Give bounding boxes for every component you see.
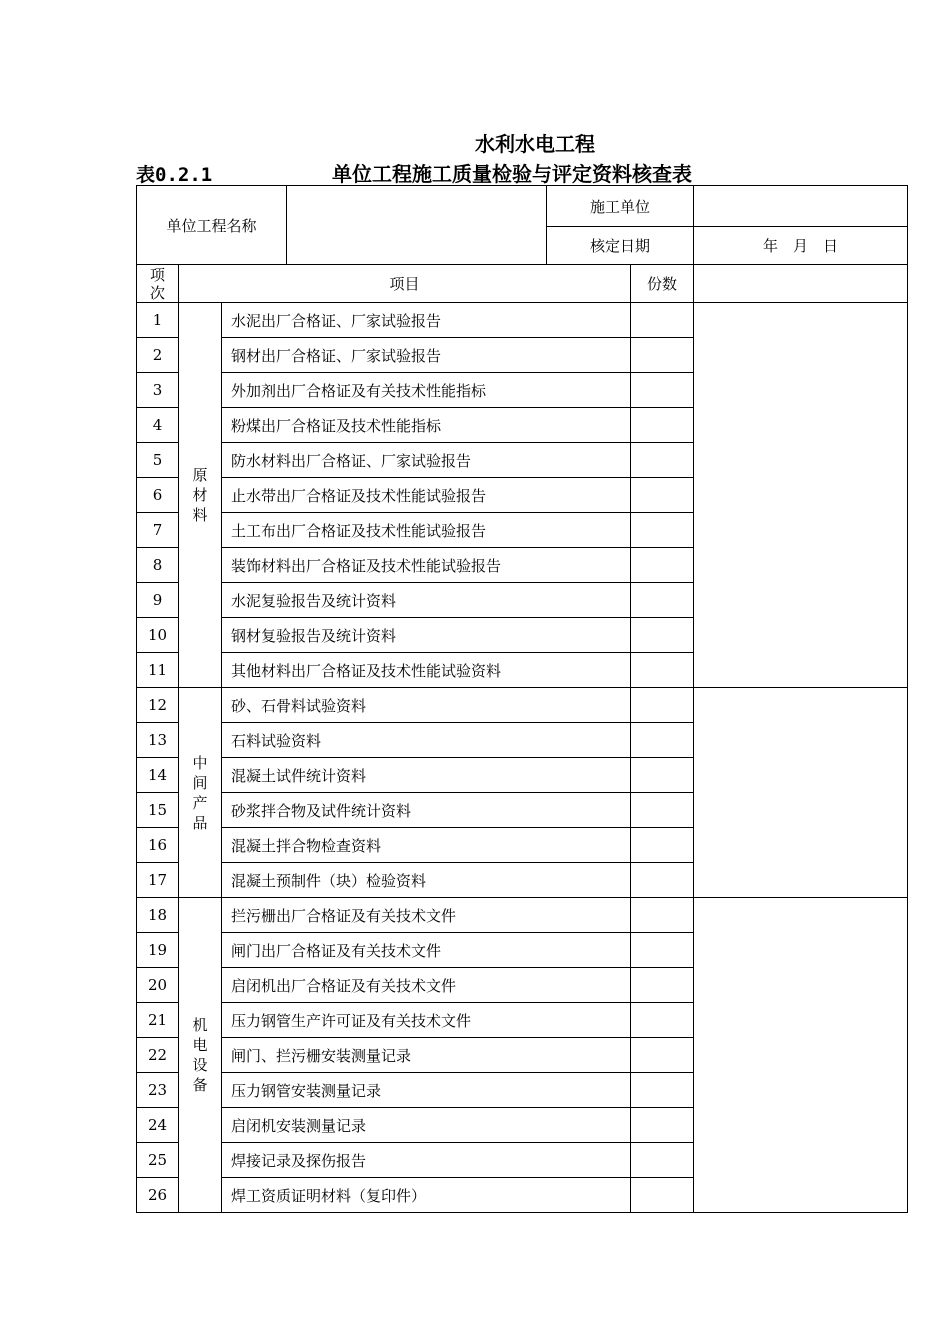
count-cell[interactable] — [631, 513, 694, 548]
count-cell[interactable] — [631, 688, 694, 723]
count-cell[interactable] — [631, 653, 694, 688]
row-number: 16 — [137, 828, 179, 863]
count-cell[interactable] — [631, 933, 694, 968]
count-cell[interactable] — [631, 968, 694, 1003]
row-number: 12 — [137, 688, 179, 723]
count-cell[interactable] — [631, 1073, 694, 1108]
row-number: 7 — [137, 513, 179, 548]
item-name: 石料试验资料 — [222, 723, 631, 758]
check-date-label: 核定日期 — [547, 227, 694, 265]
count-cell[interactable] — [631, 303, 694, 338]
item-name: 启闭机出厂合格证及有关技术文件 — [222, 968, 631, 1003]
row-number: 17 — [137, 863, 179, 898]
category-label: 中 间 产 品 — [179, 688, 222, 898]
column-header-item: 项目 — [179, 265, 631, 303]
construction-unit-field[interactable] — [694, 186, 908, 227]
row-number: 11 — [137, 653, 179, 688]
item-name: 拦污栅出厂合格证及有关技术文件 — [222, 898, 631, 933]
count-cell[interactable] — [631, 758, 694, 793]
column-header-count: 份数 — [631, 265, 694, 303]
item-name: 装饰材料出厂合格证及技术性能试验报告 — [222, 548, 631, 583]
item-name: 钢材复验报告及统计资料 — [222, 618, 631, 653]
unit-project-name-field[interactable] — [287, 186, 547, 265]
item-name: 外加剂出厂合格证及有关技术性能指标 — [222, 373, 631, 408]
row-number: 14 — [137, 758, 179, 793]
remark-cell[interactable] — [694, 303, 908, 688]
row-number: 13 — [137, 723, 179, 758]
item-name: 砂浆拌合物及试件统计资料 — [222, 793, 631, 828]
count-cell[interactable] — [631, 618, 694, 653]
row-number: 10 — [137, 618, 179, 653]
unit-project-name-label: 单位工程名称 — [137, 186, 287, 265]
row-number: 23 — [137, 1073, 179, 1108]
item-name: 闸门、拦污栅安装测量记录 — [222, 1038, 631, 1073]
row-number: 2 — [137, 338, 179, 373]
inspection-table — [136, 185, 908, 1213]
row-number: 6 — [137, 478, 179, 513]
count-cell[interactable] — [631, 1143, 694, 1178]
row-number: 8 — [137, 548, 179, 583]
count-cell[interactable] — [631, 408, 694, 443]
item-name: 混凝土预制件（块）检验资料 — [222, 863, 631, 898]
item-name: 压力钢管生产许可证及有关技术文件 — [222, 1003, 631, 1038]
item-name: 止水带出厂合格证及技术性能试验报告 — [222, 478, 631, 513]
count-cell[interactable] — [631, 548, 694, 583]
count-cell[interactable] — [631, 1178, 694, 1213]
count-cell[interactable] — [631, 1038, 694, 1073]
table-title: 单位工程施工质量检验与评定资料核查表 — [332, 162, 692, 186]
item-name: 防水材料出厂合格证、厂家试验报告 — [222, 443, 631, 478]
count-cell[interactable] — [631, 863, 694, 898]
table-row — [137, 898, 908, 933]
count-cell[interactable] — [631, 478, 694, 513]
item-name: 水泥复验报告及统计资料 — [222, 583, 631, 618]
row-number: 4 — [137, 408, 179, 443]
row-number: 9 — [137, 583, 179, 618]
item-name: 启闭机安装测量记录 — [222, 1108, 631, 1143]
table-number: 表0.2.1 — [136, 164, 213, 186]
item-name: 闸门出厂合格证及有关技术文件 — [222, 933, 631, 968]
row-number: 20 — [137, 968, 179, 1003]
row-number: 1 — [137, 303, 179, 338]
column-header-seq: 项 次 — [137, 265, 179, 303]
table-row — [137, 303, 908, 338]
count-cell[interactable] — [631, 443, 694, 478]
item-name: 其他材料出厂合格证及技术性能试验资料 — [222, 653, 631, 688]
item-name: 混凝土试件统计资料 — [222, 758, 631, 793]
remark-cell[interactable] — [694, 688, 908, 898]
item-name: 焊工资质证明材料（复印件） — [222, 1178, 631, 1213]
row-number: 3 — [137, 373, 179, 408]
item-name: 钢材出厂合格证、厂家试验报告 — [222, 338, 631, 373]
count-cell[interactable] — [631, 373, 694, 408]
count-cell[interactable] — [631, 1003, 694, 1038]
row-number: 24 — [137, 1108, 179, 1143]
count-cell[interactable] — [631, 338, 694, 373]
row-number: 22 — [137, 1038, 179, 1073]
item-name: 压力钢管安装测量记录 — [222, 1073, 631, 1108]
column-header-remark — [694, 265, 908, 303]
remark-cell[interactable] — [694, 898, 908, 1213]
item-name: 混凝土拌合物检查资料 — [222, 828, 631, 863]
count-cell[interactable] — [631, 1108, 694, 1143]
count-cell[interactable] — [631, 828, 694, 863]
count-cell[interactable] — [631, 583, 694, 618]
row-number: 21 — [137, 1003, 179, 1038]
row-number: 26 — [137, 1178, 179, 1213]
item-name: 焊接记录及探伤报告 — [222, 1143, 631, 1178]
check-date-field[interactable]: 年 月 日 — [694, 227, 908, 265]
table-row — [137, 688, 908, 723]
count-cell[interactable] — [631, 723, 694, 758]
count-cell[interactable] — [631, 793, 694, 828]
construction-unit-label: 施工单位 — [547, 186, 694, 227]
row-number: 15 — [137, 793, 179, 828]
row-number: 18 — [137, 898, 179, 933]
item-name: 粉煤出厂合格证及技术性能指标 — [222, 408, 631, 443]
item-name: 水泥出厂合格证、厂家试验报告 — [222, 303, 631, 338]
document-title: 水利水电工程 — [475, 132, 595, 156]
category-label: 机 电 设 备 — [179, 898, 222, 1213]
row-number: 5 — [137, 443, 179, 478]
count-cell[interactable] — [631, 898, 694, 933]
category-label: 原 材 料 — [179, 303, 222, 688]
row-number: 19 — [137, 933, 179, 968]
item-name: 砂、石骨料试验资料 — [222, 688, 631, 723]
item-name: 土工布出厂合格证及技术性能试验报告 — [222, 513, 631, 548]
row-number: 25 — [137, 1143, 179, 1178]
